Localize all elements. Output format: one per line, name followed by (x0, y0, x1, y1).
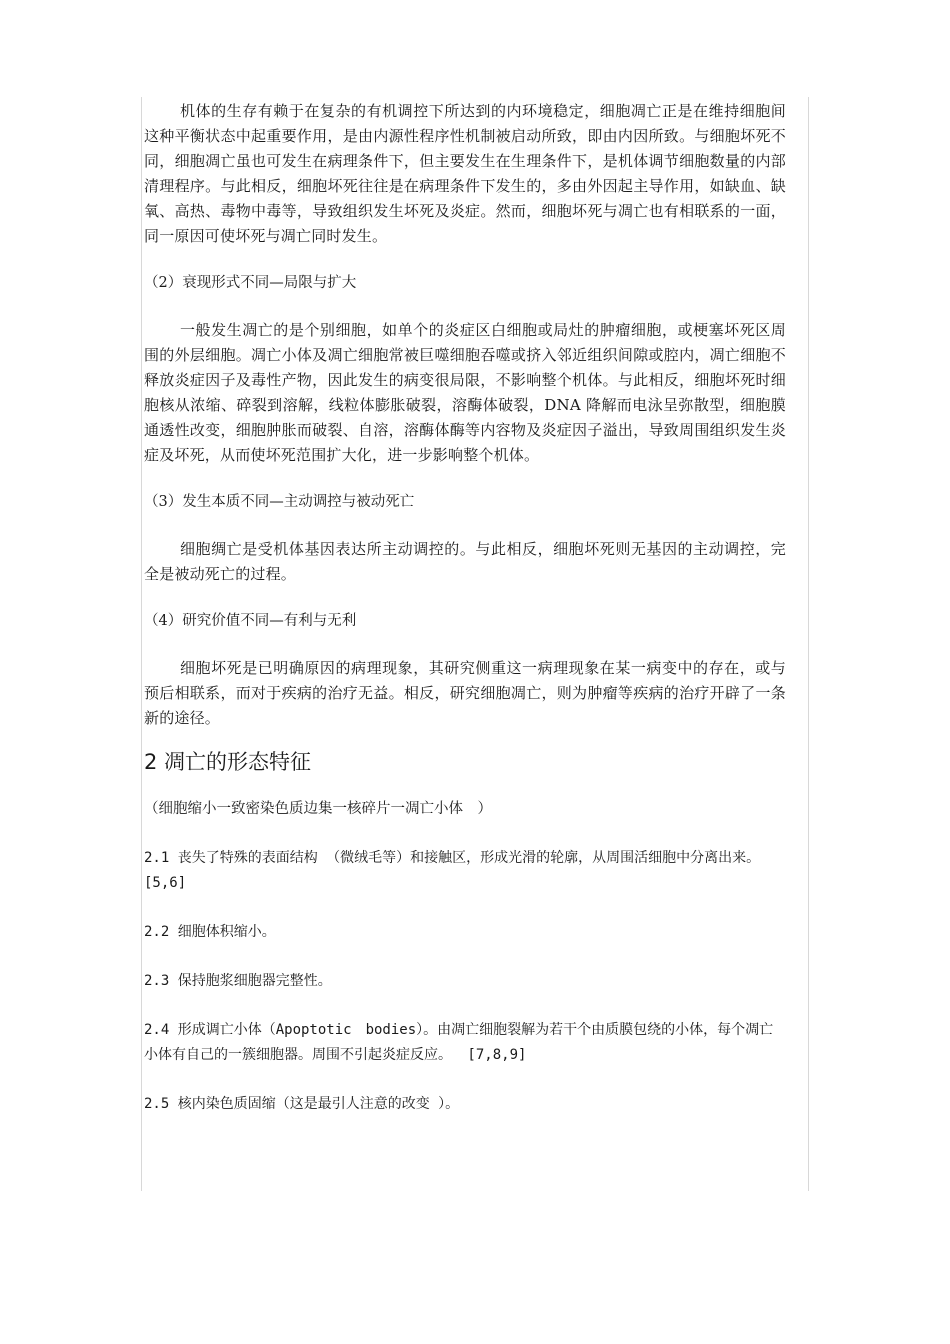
subheading-4: （4）研究价值不同—有利与无利 (144, 613, 357, 629)
paragraph-3: 细胞绸亡是受机体基因表达所主动调控的。与此相反，细胞坏死则无基因的主动调控，完全是被动死亡的过程。 (144, 540, 786, 583)
list-item: 2.3 保持胞浆细胞器完整性。 (144, 973, 332, 989)
section-subtitle: （细胞缩小一致密染色质边集一核碎片一凋亡小体 ） (144, 801, 492, 817)
list-item: 2.5 核内染色质固缩（这是最引人注意的改变 ）。 (144, 1096, 460, 1112)
paragraph-2: 一般发生凋亡的是个别细胞，如单个的炎症区白细胞或局灶的肿瘤细胞，或梗塞坏死区周围的外层细胞。凋亡小体及凋亡细胞常被巨噬细胞吞噬或挤入邻近组织间隙或腔内，凋亡细胞不释放炎症因子及毒性产物，因此发生的病变很局限，不影响整个机体。与此相反，细胞坏死时细胞核从浓缩、碎裂到溶解，线粒体膨胀破裂，溶酶体破裂，DNA 降解而电泳呈弥散型，细胞膜通透性改变，细胞肿胀而破裂、自溶，溶酶体酶等内容物及炎症因子溢出，导致周围组织发生炎症及坏死，从而使坏死范围扩大化，进一步影响整个机体。 (144, 321, 786, 464)
paragraph-4: 细胞坏死是已明确原因的病理现象，其研究侧重这一病理现象在某一病变中的存在，或与预后相联系，而对于疾病的治疗无益。相反，研究细胞凋亡，则为肿瘤等疾病的治疗开辟了一条新的途径。 (144, 659, 786, 727)
list-item: 2.2 细胞体积缩小。 (144, 924, 276, 940)
list-item: 2.4 形成调亡小体（Apoptotic bodies）。由凋亡细胞裂解为若干个由质膜包绕的小体，每个凋亡小体有自己的一簇细胞器。周围不引起炎症反应。 [7,8,9] (144, 1022, 774, 1063)
subheading-3: （3）发生本质不同—主动调控与被动死亡 (144, 494, 415, 510)
paragraph-intro: 机体的生存有赖于在复杂的有机调控下所达到的内环境稳定，细胞凋亡正是在维持细胞间这种平衡状态中起重要作用，是由内源性程序性机制被启动所致，即由内因所致。与细胞坏死不同，细胞凋亡虽也可发生在病理条件下，但主要发生在生理条件下，是机体调节细胞数量的内部清理程序。与此相反，细胞坏死往往是在病理条件下发生的，多由外因起主导作用，如缺血、缺氧、高热、毒物中毒等，导致组织发生坏死及炎症。然而，细胞坏死与凋亡也有相联系的一面，同一原因可使坏死与凋亡同时发生。 (144, 102, 786, 245)
document-body (144, 99, 786, 1117)
subheading-2: （2）衰现形式不同—局限与扩大 (144, 275, 357, 291)
list-item: 2.1 丧失了特殊的表面结构 （微绒毛等）和接触区，形成光滑的轮廓，从周围活细胞中分离出来。 [5,6] (144, 850, 761, 891)
section-title: 2 凋亡的形态特征 (144, 750, 312, 774)
